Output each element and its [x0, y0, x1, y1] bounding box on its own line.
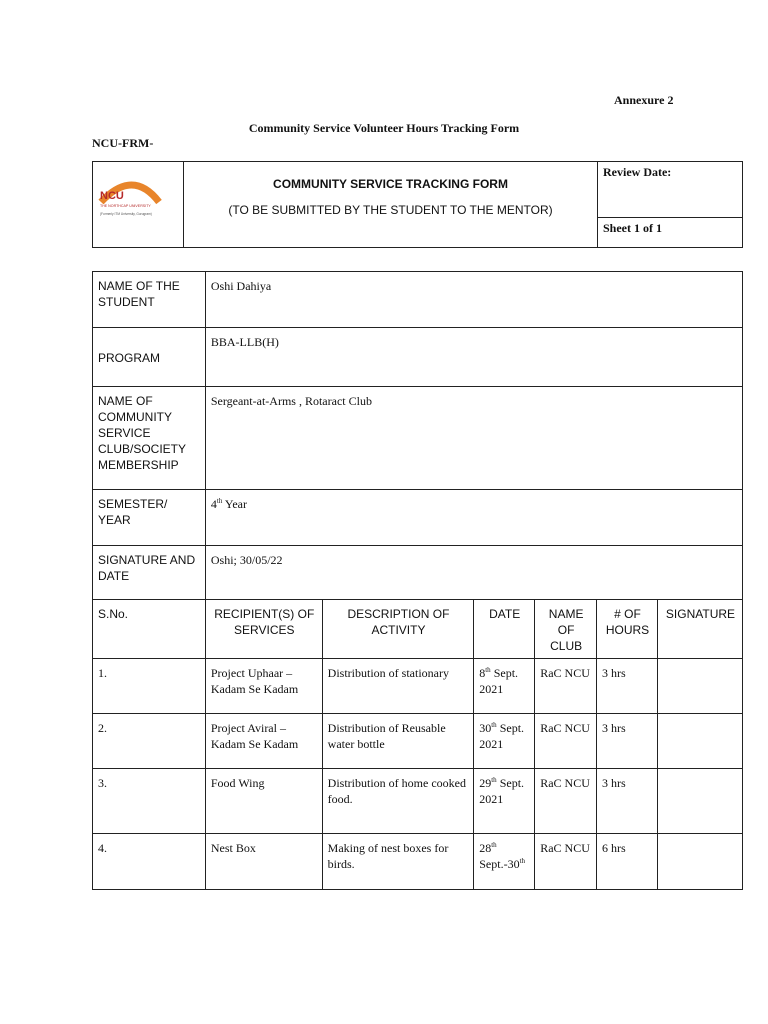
field-label: SEMESTER/ YEAR — [93, 490, 206, 546]
date-cell — [474, 834, 535, 890]
recipient-cell: Project Aviral – Kadam Se Kadam — [205, 714, 322, 769]
date-suffix: th — [491, 721, 497, 729]
date-month-year: Sept. 2021 — [479, 666, 519, 696]
program-value: BBA-LLB(H) — [205, 328, 742, 387]
column-header: SIGNATURE — [657, 600, 742, 659]
recipient-cell: Nest Box — [205, 834, 322, 890]
semester-unit: Year — [222, 497, 247, 511]
signature-cell — [657, 714, 742, 769]
field-row — [93, 490, 743, 546]
table-row — [93, 659, 743, 714]
signature-cell — [657, 769, 742, 834]
header-title-cell — [184, 162, 598, 248]
date-day: 28 — [479, 841, 492, 855]
sno-cell: 4. — [93, 834, 206, 890]
activity-header-row — [93, 600, 743, 659]
university-logo — [93, 162, 183, 242]
logo-subtext: (Formerly ITM University, Gurugram) — [100, 212, 152, 216]
description-cell: Distribution of stationary — [322, 659, 474, 714]
table-row — [93, 714, 743, 769]
recipient-cell: Food Wing — [205, 769, 322, 834]
semester-value — [205, 490, 742, 546]
annexure-label: Annexure 2 — [614, 93, 674, 107]
date-month-year: Sept. 2021 — [479, 776, 525, 806]
semester-suffix: th — [216, 497, 223, 505]
hours-cell: 3 hrs — [597, 769, 658, 834]
description-cell: Making of nest boxes for birds. — [322, 834, 474, 890]
semester-number: 4 — [210, 497, 217, 511]
hours-cell: 3 hrs — [597, 714, 658, 769]
form-code: NCU-FRM- — [92, 136, 154, 150]
logo-tagline: THE NORTHCAP UNIVERSITY — [100, 204, 151, 208]
column-header: DESCRIPTION OF ACTIVITY — [322, 600, 474, 659]
field-row — [93, 328, 743, 387]
column-header: S.No. — [93, 600, 206, 659]
date-month-year: Sept. 2021 — [479, 721, 525, 751]
sno-cell: 1. — [93, 659, 206, 714]
date-suffix: th — [519, 857, 526, 865]
date-cell — [474, 714, 535, 769]
date-month-year: Sept.-30 — [479, 857, 520, 871]
date-suffix: th — [491, 776, 497, 784]
student-name: Oshi Dahiya — [205, 272, 742, 328]
hours-cell: 3 hrs — [597, 659, 658, 714]
table-row — [93, 769, 743, 834]
review-date: Review Date: — [598, 162, 743, 218]
hours-cell: 6 hrs — [597, 834, 658, 890]
field-row — [93, 546, 743, 600]
column-header: # OF HOURS — [597, 600, 658, 659]
tracking-form-title: COMMUNITY SERVICE TRACKING FORM — [273, 177, 508, 191]
club-cell: RaC NCU — [535, 769, 597, 834]
sheet-number: Sheet 1 of 1 — [598, 217, 743, 247]
column-header: DATE — [474, 600, 535, 659]
logo-cell — [93, 162, 184, 248]
signature-date-value: Oshi; 30/05/22 — [205, 546, 742, 600]
field-row — [93, 387, 743, 490]
sno-cell: 2. — [93, 714, 206, 769]
club-cell: RaC NCU — [535, 659, 597, 714]
tracking-table — [92, 271, 743, 890]
field-row — [93, 272, 743, 328]
field-label: PROGRAM — [93, 328, 206, 387]
description-cell: Distribution of Reusable water bottle — [322, 714, 474, 769]
club-cell: RaC NCU — [535, 834, 597, 890]
sno-cell: 3. — [93, 769, 206, 834]
field-label: NAME OF THE STUDENT — [93, 272, 206, 328]
description-cell: Distribution of home cooked food. — [322, 769, 474, 834]
date-day: 8 — [479, 666, 486, 680]
column-header: NAME OF CLUB — [535, 600, 597, 659]
signature-cell — [657, 834, 742, 890]
date-cell — [474, 769, 535, 834]
club-cell: RaC NCU — [535, 714, 597, 769]
table-row — [93, 834, 743, 890]
recipient-cell: Project Uphaar – Kadam Se Kadam — [205, 659, 322, 714]
form-title: Community Service Volunteer Hours Tracking Form — [248, 121, 520, 135]
field-label: NAME OF COMMUNITY SERVICE CLUB/SOCIETY MEMBERSHIP — [93, 387, 206, 490]
logo-name: NCU — [100, 190, 124, 202]
club-membership-value: Sergeant-at-Arms , Rotaract Club — [205, 387, 742, 490]
date-day: 30 — [479, 721, 492, 735]
date-suffix: th — [491, 841, 497, 849]
form-header-table — [92, 161, 743, 248]
date-cell — [474, 659, 535, 714]
tracking-form-subtitle: (TO BE SUBMITTED BY THE STUDENT TO THE MENTOR) — [228, 203, 553, 217]
date-day: 29 — [479, 776, 492, 790]
date-suffix: th — [485, 666, 491, 674]
signature-cell — [657, 659, 742, 714]
field-label: SIGNATURE AND DATE — [93, 546, 206, 600]
column-header: RECIPIENT(S) OF SERVICES — [205, 600, 322, 659]
